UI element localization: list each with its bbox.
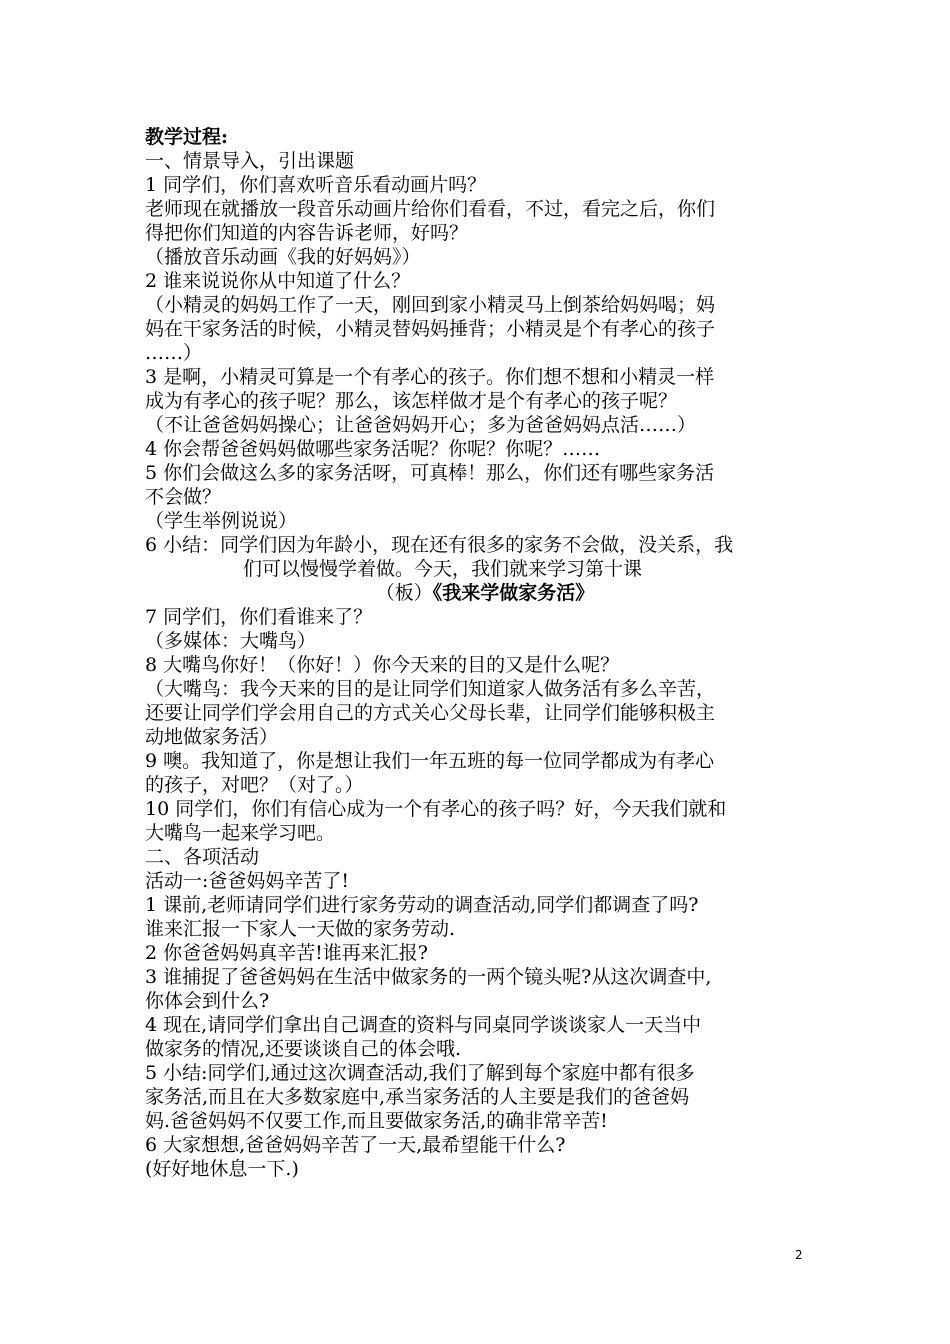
- board-title-line: [145, 581, 825, 605]
- text-line: 4 现在,请同学们拿出自己调查的资料与同桌同学谈谈家人一天当中: [145, 1014, 702, 1036]
- text-line: 你体会到什么?: [145, 990, 270, 1012]
- text-line: 二、各项活动: [145, 846, 260, 868]
- text-line: 6 小结：同学们因为年龄小，现在还有很多的家务不会做，没关系，我: [145, 534, 734, 556]
- text-line: 10 同学们，你们有信心成为一个有孝心的孩子吗？好，今天我们就和: [145, 798, 727, 820]
- text-line: 1 课前,老师请同学们进行家务劳动的调查活动,同学们都调查了吗?: [145, 894, 699, 916]
- lesson-title: 《我来学做家务活》: [432, 582, 595, 604]
- text-line: 1 同学们，你们喜欢听音乐看动画片吗？: [145, 174, 487, 196]
- text-line: 9 噢。我知道了，你是想让我们一年五班的每一位同学都成为有孝心: [145, 750, 715, 772]
- text-line: （不让爸爸妈妈操心；让爸爸妈妈开心；多为爸爸妈妈点活……）: [145, 414, 697, 436]
- text-line: 5 你们会做这么多的家务活呀，可真棒！那么，你们还有哪些家务活: [145, 462, 715, 484]
- text-line: （学生举例说说）: [145, 510, 298, 532]
- text-line: 家务活,而且在大多数家庭中,承当家务活的人主要是我们的爸爸妈: [145, 1086, 690, 1108]
- text-line: （大嘴鸟：我今天来的目的是让同学们知道家人做务活有多么辛苦，: [145, 678, 716, 700]
- text-line: 活动一:爸爸妈妈辛苦了!: [145, 870, 350, 892]
- text-line: 2 你爸爸妈妈真辛苦!谁再来汇报?: [145, 942, 428, 964]
- text-line: 3 谁捕捉了爸爸妈妈在生活中做家务的一两个镜头呢?从这次调查中,: [145, 966, 712, 988]
- text-line: 6 大家想想,爸爸妈妈辛苦了一天,最希望能干什么?: [145, 1134, 566, 1156]
- text-line: 成为有孝心的孩子呢？那么，该怎样做才是个有孝心的孩子呢？: [145, 390, 678, 412]
- board-prefix: （板）: [375, 582, 433, 604]
- centered-line: 们可以慢慢学着做。今天，我们就来学习第十课: [243, 558, 643, 580]
- section-heading: 教学过程:: [145, 126, 229, 148]
- page-number: 2: [795, 1248, 803, 1262]
- text-line: 8 大嘴鸟你好！（你好！）你今天来的目的又是什么呢？: [145, 654, 620, 676]
- text-line: 5 小结:同学们,通过这次调查活动,我们了解到每个家庭中都有很多: [145, 1062, 695, 1084]
- text-line: 7 同学们，你们看谁来了？: [145, 606, 373, 628]
- text-line: 动地做家务活）: [145, 726, 279, 748]
- text-line: 3 是啊，小精灵可算是一个有孝心的孩子。你们想不想和小精灵一样: [145, 366, 715, 388]
- text-line: （小精灵的妈妈工作了一天，刚回到家小精灵马上倒茶给妈妈喝；妈: [145, 294, 716, 316]
- text-line: 还要让同学们学会用自己的方式关心父母长辈，让同学们能够积极主: [145, 702, 716, 724]
- text-line: 的孩子，对吧？（对了。）: [145, 774, 364, 796]
- text-line: （播放音乐动画《我的好妈妈》）: [145, 246, 421, 268]
- text-line: 妈在干家务活的时候，小精灵替妈妈捶背；小精灵是个有孝心的孩子: [145, 318, 716, 340]
- text-line: 谁来汇报一下家人一天做的家务劳动.: [145, 918, 456, 940]
- text-line: 妈.爸爸妈妈不仅要工作,而且要做家务活,的确非常辛苦!: [145, 1110, 608, 1132]
- paragraph-block-2: [145, 605, 825, 1181]
- text-line: 老师现在就播放一段音乐动画片给你们看看，不过，看完之后，你们: [145, 198, 716, 220]
- paragraph-block-1: [145, 149, 825, 557]
- text-line: 得把你们知道的内容告诉老师，好吗？: [145, 222, 469, 244]
- text-line: 一、情景导入，引出课题: [145, 150, 355, 172]
- text-line: 不会做？: [145, 486, 222, 508]
- document-body: [145, 125, 825, 1181]
- text-line: 做家务的情况,还要谈谈自己的体会哦.: [145, 1038, 462, 1060]
- text-line: 2 谁来说说你从中知道了什么？: [145, 270, 411, 292]
- text-line: （多媒体：大嘴鸟）: [145, 630, 317, 652]
- text-line: 4 你会帮爸爸妈妈做哪些家务活呢？你呢？你呢？……: [145, 438, 601, 460]
- text-line: (好好地休息一下.): [145, 1158, 299, 1180]
- text-line: 大嘴鸟一起来学习吧。: [145, 822, 336, 844]
- text-line: ……）: [145, 342, 203, 364]
